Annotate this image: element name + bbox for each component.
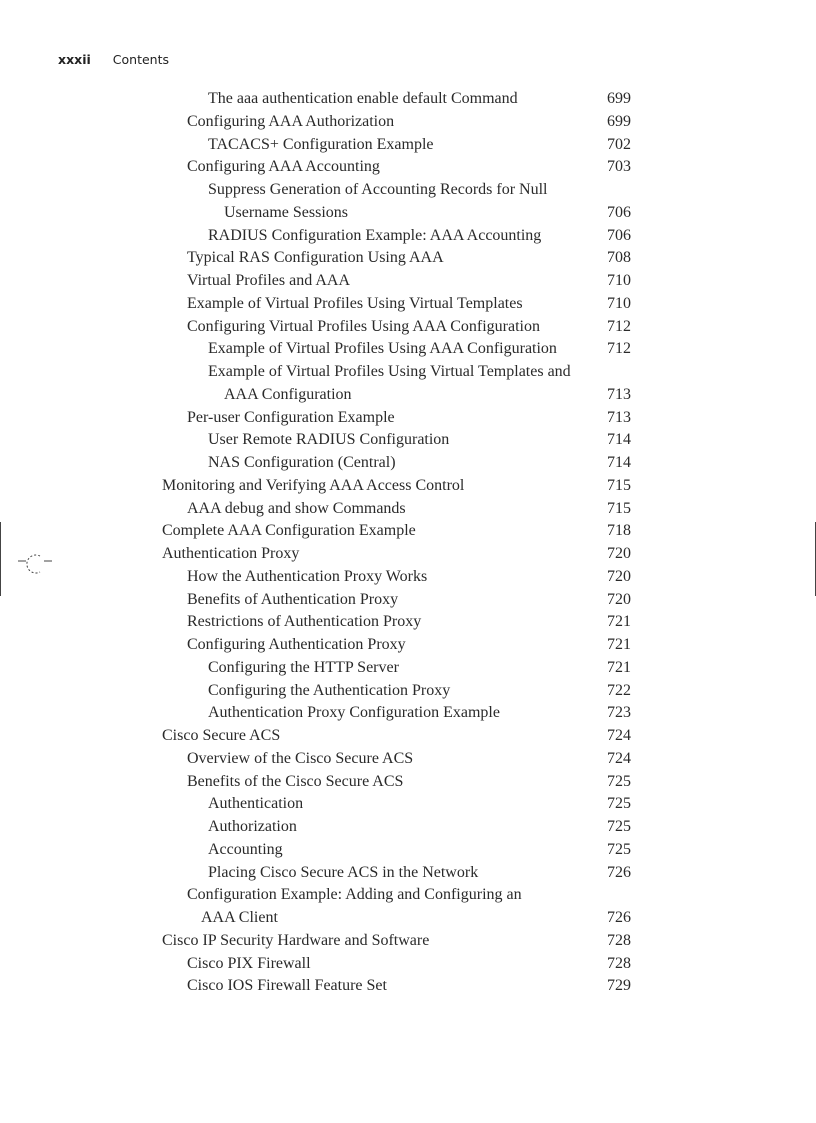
toc-entry-title: Benefits of Authentication Proxy — [187, 590, 399, 608]
registration-mark-icon — [18, 553, 52, 577]
toc-entry — [0, 953, 816, 976]
toc-entry-page: 720 — [607, 567, 631, 585]
toc-entry-page: 721 — [607, 636, 631, 653]
toc-entry-page: 714 — [607, 454, 631, 471]
toc-entry — [0, 816, 816, 839]
toc-entry-title: Cisco Secure ACS — [162, 727, 281, 744]
crop-mark-left — [0, 522, 1, 596]
toc-entry-title: Example of Virtual Profiles Using AAA Configuration — [208, 340, 557, 358]
toc-entry — [0, 316, 816, 339]
toc-entry-title: How the Authentication Proxy Works — [187, 567, 428, 585]
toc-entry — [0, 361, 816, 384]
toc-entry-page: 703 — [607, 158, 631, 176]
toc-entry-page: 726 — [607, 863, 631, 881]
running-header — [58, 52, 169, 67]
toc-entry — [0, 270, 816, 293]
toc-entry-title: Cisco PIX Firewall — [187, 954, 311, 972]
toc-entry-title: Restrictions of Authentication Proxy — [187, 613, 422, 631]
toc-entry-page: 726 — [607, 909, 631, 926]
toc-entry — [0, 566, 816, 589]
toc-entry-title: Configuring the HTTP Server — [208, 658, 399, 676]
toc-entry-title: Example of Virtual Profiles Using Virtual Templates and — [208, 363, 571, 380]
toc-entry — [0, 134, 816, 157]
toc-entry-title: Configuring AAA Accounting — [187, 158, 380, 176]
toc-entry — [0, 771, 816, 794]
toc-entry — [0, 975, 816, 998]
toc-entry-page: 728 — [607, 954, 631, 972]
toc-entry — [0, 725, 816, 748]
toc-entry — [0, 589, 816, 612]
toc-entry — [0, 930, 816, 953]
toc-entry — [0, 179, 816, 202]
toc-entry-title: Virtual Profiles and AAA — [187, 272, 351, 289]
toc-entry-page: 721 — [607, 613, 631, 631]
toc-entry-title: NAS Configuration (Central) — [208, 454, 396, 471]
toc-entry-title: Configuring Authentication Proxy — [187, 636, 406, 653]
running-title: Contents — [112, 52, 169, 67]
toc-entry-page: 710 — [607, 272, 631, 289]
toc-entry-page: 729 — [607, 977, 631, 995]
toc-entry-page: 724 — [607, 727, 631, 744]
toc-entry-title: TACACS+ Configuration Example — [208, 135, 434, 153]
toc-entry — [0, 793, 816, 816]
toc-entry-title: Cisco IP Security Hardware and Software — [162, 931, 430, 949]
toc-entry — [0, 338, 816, 361]
toc-entry-title: Configuring Virtual Profiles Using AAA Configuration — [187, 317, 540, 335]
toc-entry-page: 725 — [607, 818, 631, 835]
toc-entry-title: Accounting — [208, 840, 283, 858]
toc-entry-page: 710 — [607, 294, 631, 312]
toc-entry-title: Per-user Configuration Example — [187, 408, 395, 426]
toc-entry-title: Example of Virtual Profiles Using Virtual Templates — [187, 294, 523, 312]
toc-entry — [0, 202, 816, 225]
toc-entry-title: Cisco IOS Firewall Feature Set — [187, 977, 387, 995]
toc-entry — [0, 680, 816, 703]
toc-entry — [0, 520, 816, 543]
toc-entry-title: Suppress Generation of Accounting Records for Null — [208, 181, 548, 198]
toc-entry-title: Typical RAS Configuration Using AAA — [187, 249, 444, 267]
toc-entry-page: 724 — [607, 749, 631, 767]
toc-entry-page: 706 — [607, 226, 631, 244]
toc-entry-page: 722 — [607, 681, 631, 699]
toc-entry — [0, 839, 816, 862]
toc-entry-page: 725 — [607, 795, 631, 813]
toc-entry-page: 699 — [607, 112, 631, 130]
toc-entry — [0, 384, 816, 407]
toc-entry-title: AAA Client — [201, 909, 278, 926]
toc-entry — [0, 293, 816, 316]
toc-entry-page: 712 — [607, 340, 631, 358]
toc-entry-title: Authorization — [208, 818, 297, 835]
toc-entry-page: 720 — [607, 590, 631, 608]
toc-entry — [0, 429, 816, 452]
toc-entry-title: Overview of the Cisco Secure ACS — [187, 749, 414, 767]
toc-entry — [0, 907, 816, 930]
toc-entry-page: 699 — [607, 90, 631, 107]
toc-entry-title: Authentication — [208, 795, 304, 813]
toc-entry-page: 725 — [607, 772, 631, 790]
toc-entry-page: 702 — [607, 135, 631, 153]
toc-entry-title: Authentication Proxy — [162, 545, 300, 562]
toc-entry — [0, 884, 816, 907]
toc-entry-page: 712 — [607, 317, 631, 335]
toc-entry — [0, 543, 816, 566]
toc-entry-page: 725 — [607, 840, 631, 858]
toc-entry-page: 706 — [607, 203, 631, 221]
toc-entry — [0, 498, 816, 521]
toc-entry-page: 713 — [607, 408, 631, 426]
toc-entry — [0, 156, 816, 179]
toc-entry-title: AAA debug and show Commands — [187, 499, 406, 517]
toc-entry-page: 721 — [607, 658, 631, 676]
toc-entry-title: Configuration Example: Adding and Configuring an — [187, 886, 522, 904]
toc-entry-page: 718 — [607, 522, 631, 540]
toc-entry-title: Authentication Proxy Configuration Example — [208, 704, 500, 722]
toc-entry-page: 715 — [607, 476, 631, 494]
toc-entry-page: 723 — [607, 704, 631, 722]
toc-entry — [0, 611, 816, 634]
toc-entry-title: The aaa authentication enable default Command — [208, 90, 518, 107]
toc-entry-page: 714 — [607, 431, 631, 449]
toc-entry-title: Monitoring and Verifying AAA Access Control — [162, 476, 465, 494]
toc-entry — [0, 634, 816, 657]
toc-entry-title: Configuring the Authentication Proxy — [208, 681, 451, 699]
toc-entry-page: 715 — [607, 499, 631, 517]
toc-entry — [0, 748, 816, 771]
toc-entry — [0, 862, 816, 885]
toc-entry-page: 728 — [607, 931, 631, 949]
toc-entry-page: 713 — [607, 385, 631, 403]
toc-entry — [0, 247, 816, 270]
toc-entry-title: Benefits of the Cisco Secure ACS — [187, 772, 404, 790]
toc-entry — [0, 452, 816, 475]
toc-entry — [0, 702, 816, 725]
toc-entry — [0, 88, 816, 111]
toc-entry — [0, 111, 816, 134]
toc-entry-title: Username Sessions — [224, 203, 348, 221]
toc-entry-title: AAA Configuration — [224, 385, 352, 403]
toc-entry-title: User Remote RADIUS Configuration — [208, 431, 450, 449]
toc-entry-title: RADIUS Configuration Example: AAA Accounting — [208, 226, 542, 244]
toc-entry — [0, 407, 816, 430]
toc-entry-page: 720 — [607, 545, 631, 562]
toc-entry-page: 708 — [607, 249, 631, 267]
toc-entry-title: Complete AAA Configuration Example — [162, 522, 416, 540]
page-number: xxxii — [58, 52, 91, 67]
toc-entry — [0, 657, 816, 680]
toc-entry-title: Configuring AAA Authorization — [187, 112, 395, 130]
toc-entry — [0, 475, 816, 498]
toc-entry — [0, 225, 816, 248]
toc-entry-title: Placing Cisco Secure ACS in the Network — [208, 863, 479, 881]
